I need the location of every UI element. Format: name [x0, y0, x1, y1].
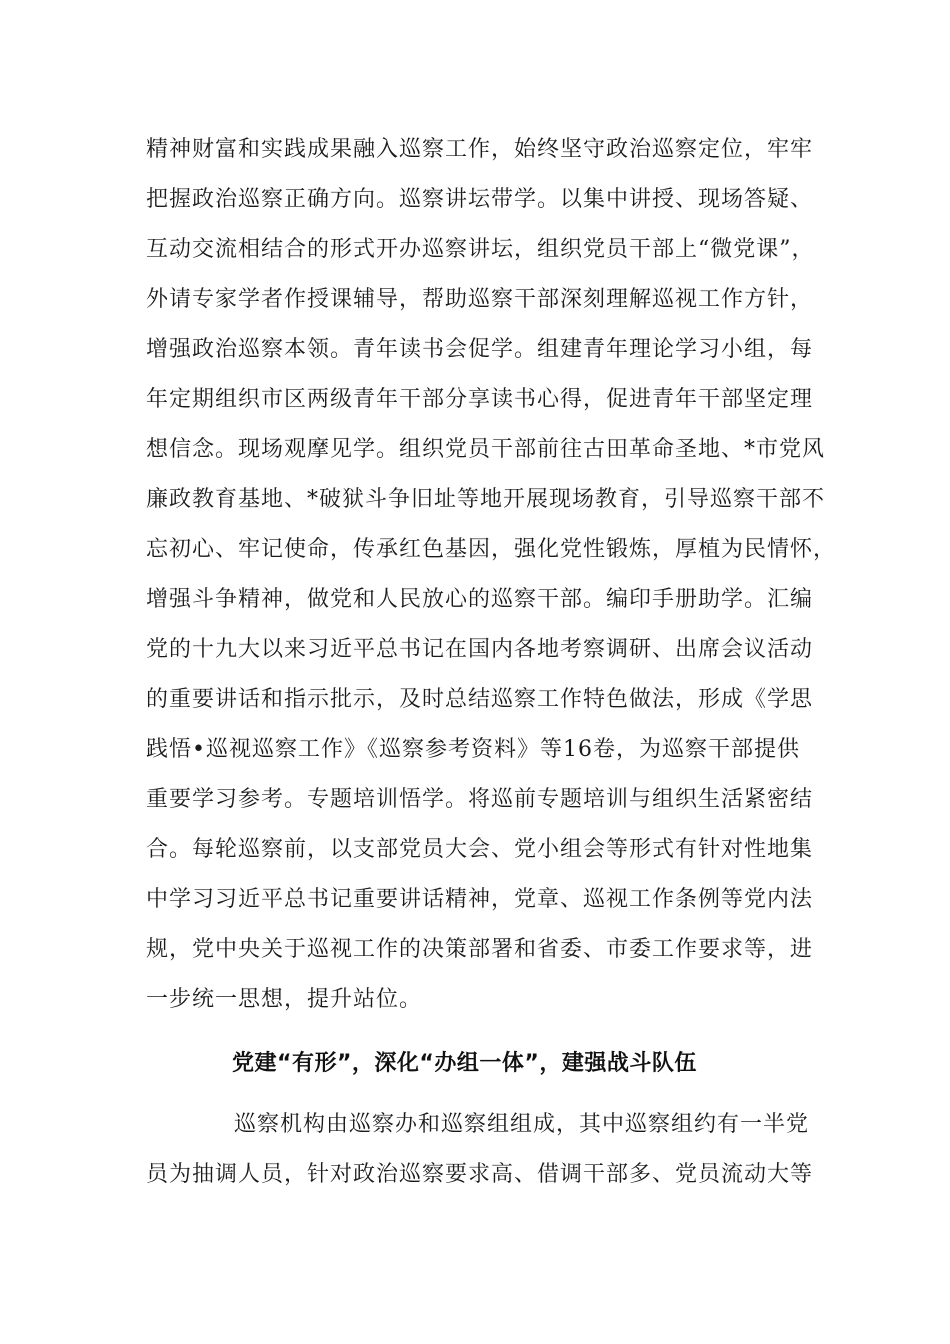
text-line: 重要学习参考。专题培训悟学。将巡前专题培训与组织生活紧密结	[146, 787, 814, 812]
text-line: 的重要讲话和指示批示，及时总结巡察工作特色做法，形成《学思	[146, 687, 814, 712]
text-line: 增强斗争精神，做党和人民放心的巡察干部。编印手册助学。汇编	[146, 587, 814, 612]
paragraph-2	[146, 1100, 814, 1200]
text-line: 中学习习近平总书记重要讲话精神，党章、巡视工作条例等党内法	[146, 887, 814, 912]
section-heading: 党建“有形”，深化“办组一体”，建强战斗队伍	[232, 1051, 697, 1076]
text-line: 一步统一思想，提升站位。	[146, 987, 423, 1012]
text-line: 年定期组织市区两级青年干部分享读书心得，促进青年干部坚定理	[146, 387, 814, 412]
text-line: 精神财富和实践成果融入巡察工作，始终坚守政治巡察定位，牢牢	[146, 137, 814, 162]
text-line: 外请专家学者作授课辅导，帮助巡察干部深刻理解巡视工作方针，	[146, 287, 814, 312]
text-line: 互动交流相结合的形式开办巡察讲坛，组织党员干部上“微党课”，	[146, 237, 815, 262]
text-line: 践悟•巡视巡察工作》《巡察参考资料》等16卷，为巡察干部提供	[146, 737, 800, 762]
text-line: 想信念。现场观摩见学。组织党员干部前往古田革命圣地、*市党风	[146, 437, 826, 462]
text-line: 忘初心、牢记使命，传承红色基因，强化党性锻炼，厚植为民情怀，	[146, 537, 837, 562]
text-line: 廉政教育基地、*破狱斗争旧址等地开展现场教育，引导巡察干部不	[146, 487, 826, 512]
text-line: 合。每轮巡察前，以支部党员大会、党小组会等形式有针对性地集	[146, 837, 814, 862]
text-line: 增强政治巡察本领。青年读书会促学。组建青年理论学习小组，每	[146, 337, 814, 362]
text-line: 规，党中央关于巡视工作的决策部署和省委、市委工作要求等，进	[146, 937, 814, 962]
paragraph-1	[146, 125, 837, 1025]
text-line: 巡察机构由巡察办和巡察组组成，其中巡察组约有一半党	[234, 1112, 810, 1137]
text-line: 把握政治巡察正确方向。巡察讲坛带学。以集中讲授、现场答疑、	[146, 187, 814, 212]
text-line: 党的十九大以来习近平总书记在国内各地考察调研、出席会议活动	[146, 637, 814, 662]
text-line: 员为抽调人员，针对政治巡察要求高、借调干部多、党员流动大等	[146, 1162, 814, 1187]
